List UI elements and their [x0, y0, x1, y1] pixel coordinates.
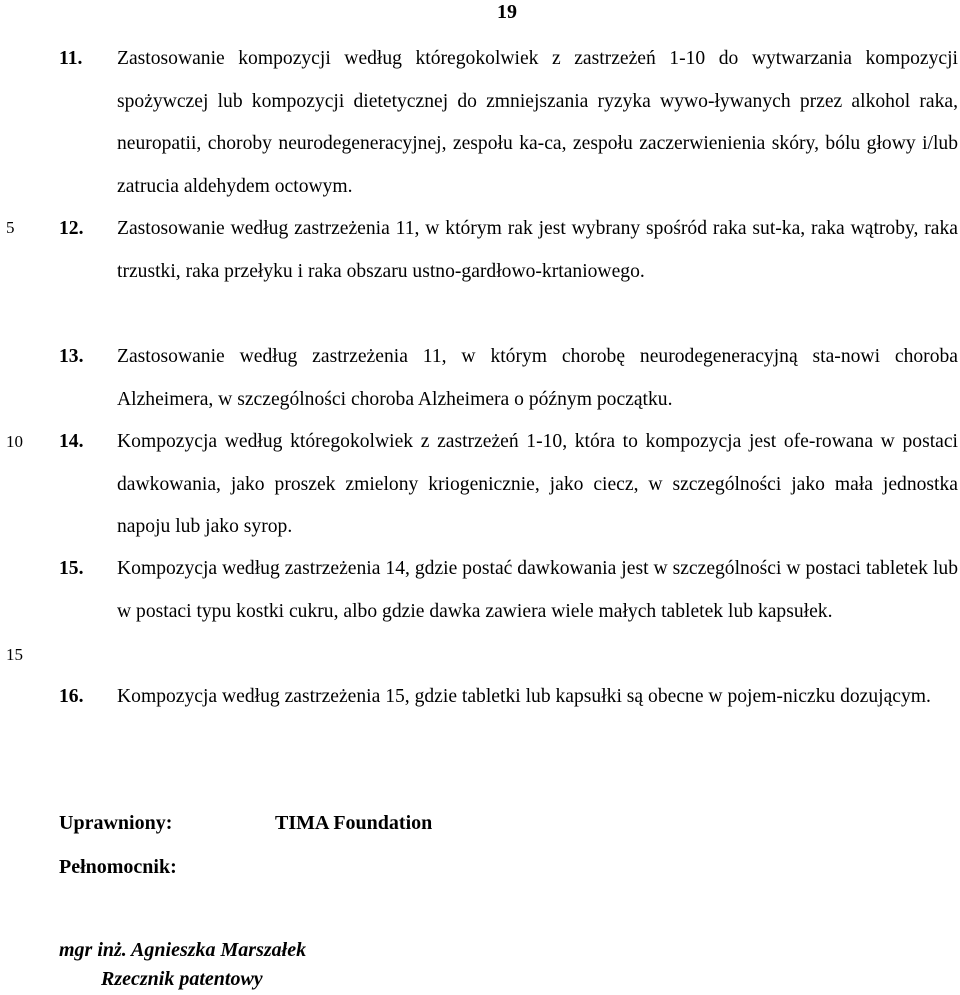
claim-number: 12.: [59, 218, 84, 239]
claim-number: 16.: [59, 686, 84, 707]
claim-number: 14.: [59, 431, 84, 452]
claim-11: [59, 38, 958, 208]
claim-text: Zastosowanie kompozycji według któregokolwiek z zastrzeżeń 1-10 do wytwarzania kompozycji spożywczej lub kompozycji dietetycznej do zmniejszania ryzyka wywo-ływanych przez alkohol raka, neuropatii, choroby neurodegeneracyjnej, zespołu ka-ca, zespołu zaczerwienienia skóry, bólu głowy i/lub zatrucia aldehydem octowym.: [117, 48, 958, 197]
claim-text: Kompozycja według zastrzeżenia 15, gdzie tabletki lub kapsułki są obecne w pojem-niczku dozującym.: [117, 686, 931, 707]
line-number-5: 5: [6, 218, 15, 237]
claim-13: [59, 336, 958, 421]
claim-14: [59, 421, 958, 549]
claim-text: Kompozycja według zastrzeżenia 14, gdzie postać dawkowania jest w szczególności w postaci tabletek lub w postaci typu kostki cukru, albo gdzie dawka zawiera wiele małych tabletek lub kapsułek.: [117, 558, 958, 622]
claim-number: 13.: [59, 346, 84, 367]
claim-text: Zastosowanie według zastrzeżenia 11, w którym rak jest wybrany spośród raka sut-ka, raka wątroby, raka trzustki, raka przełyku i raka obszaru ustno-gardłowo-krtaniowego.: [117, 218, 958, 282]
entitled-value: TIMA Foundation: [275, 812, 433, 834]
attorney-row: [59, 855, 275, 879]
claim-number: 15.: [59, 558, 84, 579]
page-number: 19: [497, 1, 517, 23]
claim-number: 11.: [59, 48, 83, 69]
claim-16: [59, 676, 958, 719]
claim-text: Zastosowanie według zastrzeżenia 11, w którym chorobę neurodegeneracyjną sta-nowi choroba Alzheimera, w szczególności choroba Alzheimera o późnym początku.: [117, 346, 958, 410]
claim-12: [59, 208, 958, 293]
attorney-label: Pełnomocnik:: [59, 856, 177, 878]
entitled-row: [59, 811, 432, 835]
claim-15: [59, 548, 958, 633]
line-number-10: 10: [6, 432, 23, 451]
claim-text: Kompozycja według któregokolwiek z zastrzeżeń 1-10, która to kompozycja jest ofe-rowana w postaci dawkowania, jako proszek zmielony kriogenicznie, jako ciecz, w szczególności jako mała jednostka napoju lub jako syrop.: [117, 431, 958, 538]
attorney-name: mgr inż. Agnieszka Marszałek: [59, 939, 307, 961]
attorney-title: Rzecznik patentowy: [101, 968, 263, 990]
line-number-15: 15: [6, 645, 23, 664]
entitled-label: Uprawniony:: [59, 812, 173, 834]
